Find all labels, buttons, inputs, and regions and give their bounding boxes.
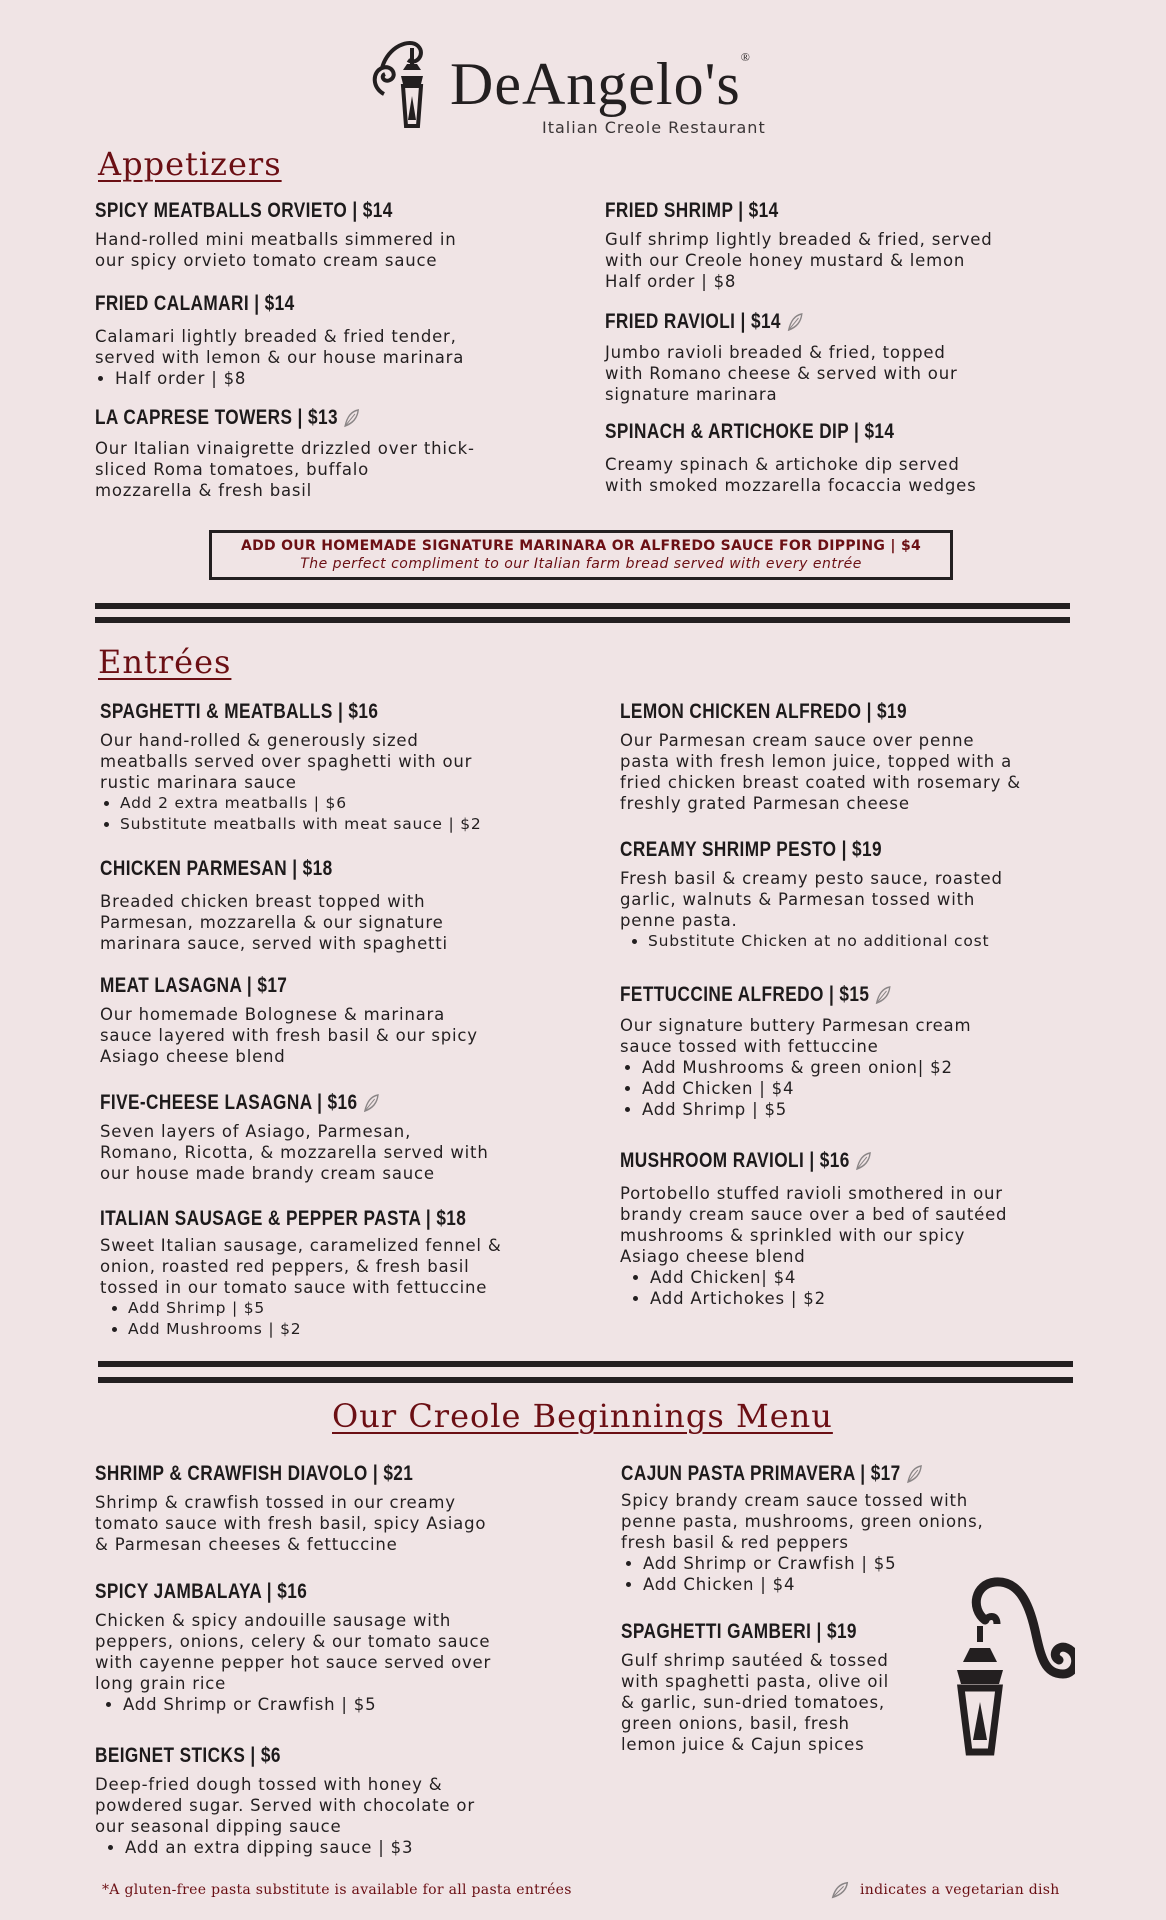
leaf-icon bbox=[786, 311, 804, 333]
menu-item: SHRIMP & CRAWFISH DIAVOLO | $21 Shrimp & crawfish tossed in our creamy tomato sauce with fresh basil, spicy Asiago & Parmesan cheeses & fettuccine bbox=[95, 1462, 487, 1554]
lantern-icon bbox=[935, 1570, 1075, 1760]
menu-item: FRIED SHRIMP | $14 Gulf shrimp lightly breaded & fried, served with our Creole honey mustard & lemon Half order | $8 bbox=[605, 199, 993, 291]
creole-title: Our Creole Beginnings Menu bbox=[332, 1397, 833, 1435]
divider bbox=[95, 603, 1070, 609]
menu-item: FETTUCCINE ALFREDO | $15 Our signature buttery Parmesan cream sauce tossed with fettuccine • Add Mushrooms & green onion| $2 • Add Chicken | $4 • Add Shrimp | $5 bbox=[620, 983, 1090, 1120]
menu-item: BEIGNET STICKS | $6 Deep-fried dough tossed with honey & powdered sugar. Served with chocolate or our seasonal dipping sauce • Add an extra dipping sauce | $3 bbox=[95, 1744, 575, 1858]
menu-item: MUSHROOM RAVIOLI | $16 Portobello stuffed ravioli smothered in our brandy cream sauce over a bed of sautéed mushrooms & sprinkled with our spicy Asiago cheese blend • Add Chicken| $4 • Add Artichokes | $2 bbox=[620, 1149, 1090, 1309]
menu-item: CHICKEN PARMESAN | $18 Breaded chicken breast topped with Parmesan, mozzarella & our signature marinara sauce, served with spaghetti bbox=[100, 857, 448, 953]
logo bbox=[370, 36, 800, 146]
menu-item: MEAT LASAGNA | $17 Our homemade Bolognese & marinara sauce layered with fresh basil & our spicy Asiago cheese blend bbox=[100, 974, 478, 1066]
entrees-title: Entrées bbox=[98, 643, 232, 681]
leaf-icon bbox=[830, 1880, 850, 1900]
brand-subtitle: Italian Creole Restaurant bbox=[542, 118, 766, 137]
brand-name: DeAngelo's® bbox=[450, 50, 751, 117]
menu-item: CAJUN PASTA PRIMAVERA | $17 Spicy brandy cream sauce tossed with penne pasta, mushrooms, green onions, fresh basil & red peppers • Add Shrimp or Crawfish | $5 • Add Chicken | $4 bbox=[621, 1462, 1091, 1595]
leaf-icon bbox=[906, 1463, 924, 1485]
menu-item: SPAGHETTI & MEATBALLS | $16 Our hand-rolled & generously sized meatballs served over spaghetti with our rustic marinara sauce • Add 2 extra meatballs | $6 • Substitute meatballs with meat sauce | $2 bbox=[100, 700, 570, 835]
menu-item: SPICY MEATBALLS ORVIETO | $14 Hand-rolled mini meatballs simmered in our spicy orvieto tomato cream sauce bbox=[95, 199, 457, 270]
menu-item: LA CAPRESE TOWERS | $13 Our Italian vinaigrette drizzled over thick- sliced Roma tomatoes, buffalo mozzarella & fresh basil bbox=[95, 406, 475, 500]
menu-item: SPINACH & ARTICHOKE DIP | $14 Creamy spinach & artichoke dip served with smoked mozzarella focaccia wedges bbox=[605, 420, 977, 495]
menu-item: FRIED CALAMARI | $14 Calamari lightly breaded & fried tender, served with lemon & our house marinara • Half order | $8 bbox=[95, 292, 565, 389]
vegetarian-legend: indicates a vegetarian dish bbox=[830, 1880, 1060, 1900]
gluten-free-note: *A gluten-free pasta substitute is available for all pasta entrées bbox=[102, 1882, 572, 1898]
menu-item: LEMON CHICKEN ALFREDO | $19 Our Parmesan cream sauce over penne pasta with fresh lemon juice, topped with a fried chicken breast coated with rosemary & freshly grated Parmesan cheese bbox=[620, 700, 1021, 813]
divider bbox=[98, 1377, 1073, 1383]
menu-item: SPAGHETTI GAMBERI | $19 Gulf shrimp sautéed & tossed with spaghetti pasta, olive oil & garlic, sun-dried tomatoes, green onions, basil, fresh lemon juice & Cajun spices bbox=[621, 1620, 890, 1754]
leaf-icon bbox=[343, 407, 361, 429]
leaf-icon bbox=[855, 1150, 873, 1172]
leaf-icon bbox=[362, 1092, 380, 1114]
menu-item: FIVE-CHEESE LASAGNA | $16 Seven layers of Asiago, Parmesan, Romano, Ricotta, & mozzarella served with our house made brandy cream sauce bbox=[100, 1091, 489, 1183]
menu-item: FRIED RAVIOLI | $14 Jumbo ravioli breaded & fried, topped with Romano cheese & served with our signature marinara bbox=[605, 310, 958, 404]
lantern-icon bbox=[370, 36, 440, 136]
menu-item: CREAMY SHRIMP PESTO | $19 Fresh basil & creamy pesto sauce, roasted garlic, walnuts & Parmesan tossed with penne pasta. • Substitute Chicken at no additional cost bbox=[620, 838, 1090, 952]
dipping-sauce-callout: ADD OUR HOMEMADE SIGNATURE MARINARA OR ALFREDO SAUCE FOR DIPPING | $4 The perfect compliment to our Italian farm bread served with every entrée bbox=[209, 530, 953, 580]
divider bbox=[98, 1361, 1073, 1367]
menu-item: ITALIAN SAUSAGE & PEPPER PASTA | $18 Sweet Italian sausage, caramelized fennel & onion, roasted red peppers, & fresh basil tossed in our tomato sauce with fettuccine • Add Shrimp | $5 • Add Mushrooms | $2 bbox=[100, 1207, 570, 1340]
menu-item: SPICY JAMBALAYA | $16 Chicken & spicy andouille sausage with peppers, onions, celery & our tomato sauce with cayenne pepper hot sauce served over long grain rice • Add Shrimp or Crawfish | $5 bbox=[95, 1580, 575, 1715]
divider bbox=[95, 617, 1070, 623]
appetizers-title: Appetizers bbox=[98, 145, 282, 183]
leaf-icon bbox=[874, 984, 892, 1006]
